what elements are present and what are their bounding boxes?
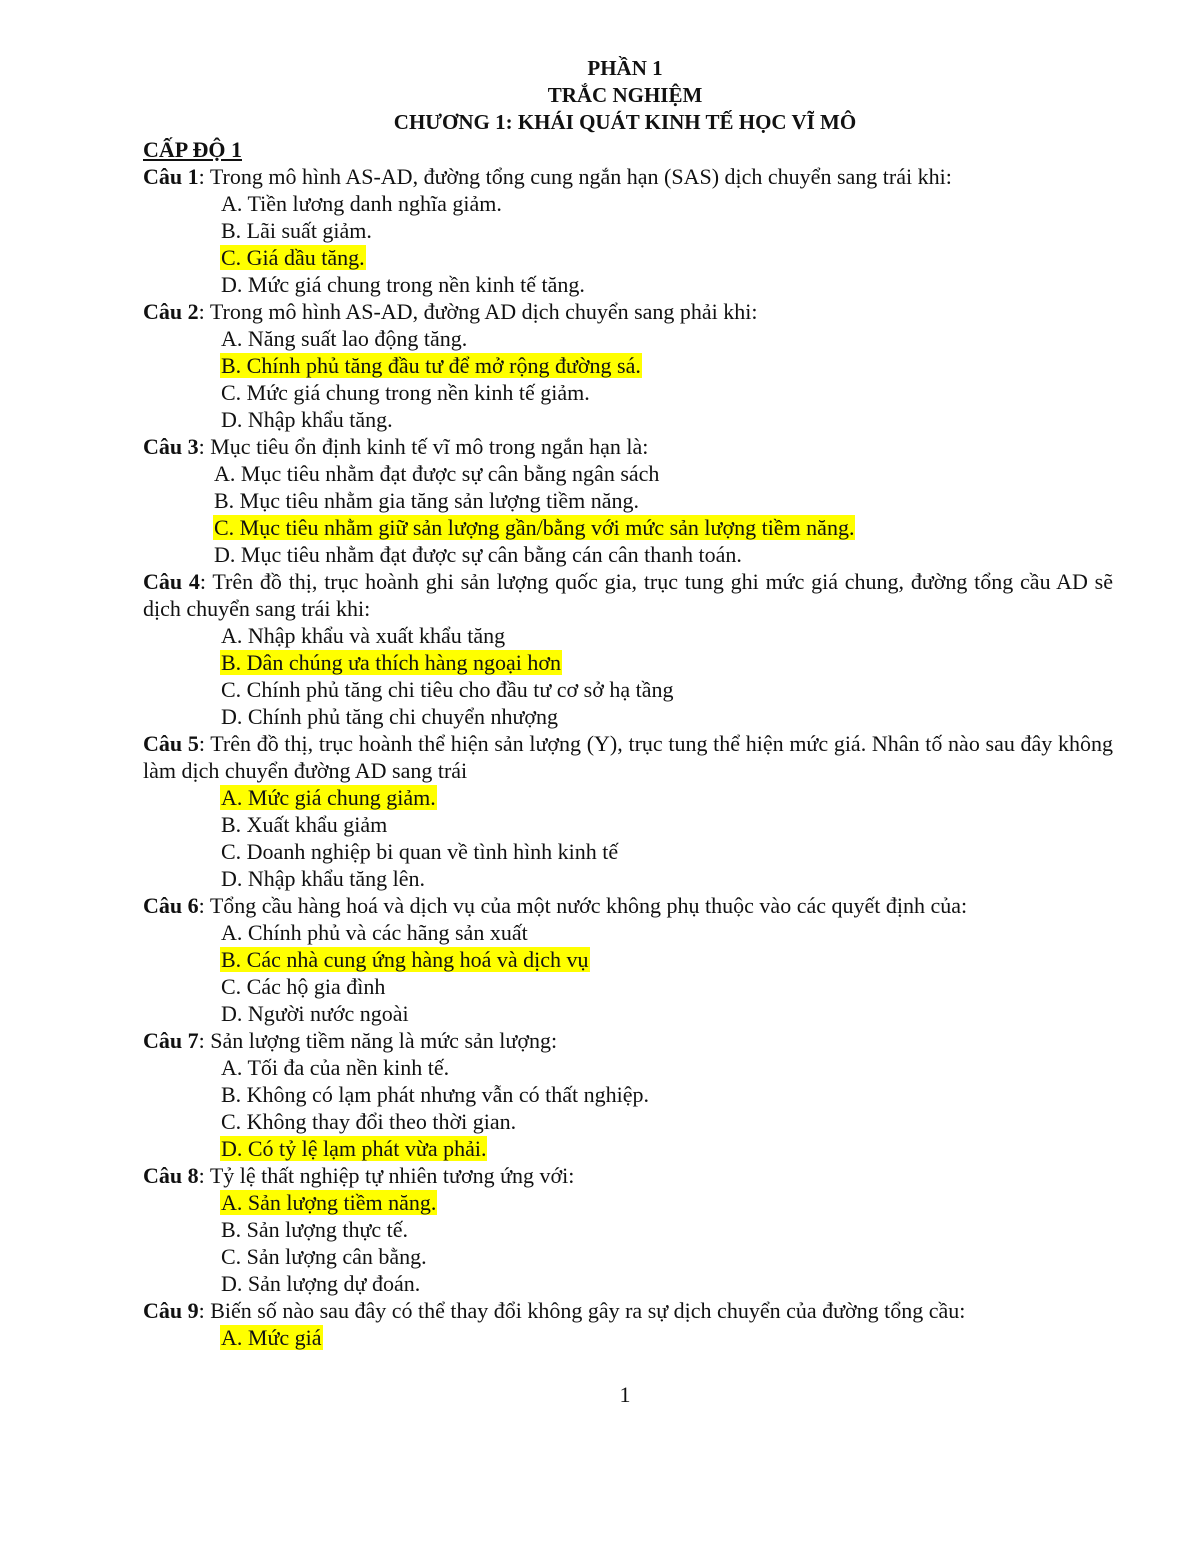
option-text: C. Các hộ gia đình bbox=[221, 974, 386, 999]
answer-option bbox=[220, 1243, 1200, 1270]
option-text: D. Mức giá chung trong nền kinh tế tăng. bbox=[221, 272, 585, 297]
answer-option bbox=[220, 622, 1200, 649]
answer-option bbox=[220, 919, 1200, 946]
question-label: Câu 7 bbox=[143, 1028, 199, 1053]
question-text: : Biến số nào sau đây có thể thay đổi không gây ra sự dịch chuyển của đường tổng cầu: bbox=[198, 1298, 966, 1323]
option-text: A. Mục tiêu nhằm đạt được sự cân bằng ngân sách bbox=[214, 461, 660, 486]
option-text: C. Mức giá chung trong nền kinh tế giảm. bbox=[221, 380, 590, 405]
option-text: A. Mức giá chung giảm. bbox=[221, 785, 436, 810]
option-text: B. Lãi suất giảm. bbox=[221, 218, 372, 243]
question-5 bbox=[143, 730, 1113, 784]
answer-option bbox=[220, 271, 1200, 298]
question-text: : Trong mô hình AS-AD, đường tổng cung ngắn hạn (SAS) dịch chuyển sang trái khi: bbox=[198, 164, 952, 189]
answer-option bbox=[220, 1081, 1200, 1108]
answer-option bbox=[213, 460, 1200, 487]
question-label: Câu 1 bbox=[143, 164, 199, 189]
section-title: TRẮC NGHIỆM bbox=[547, 83, 703, 107]
question-6 bbox=[143, 892, 1113, 919]
option-text: D. Nhập khẩu tăng lên. bbox=[221, 866, 426, 891]
answer-option-correct bbox=[220, 784, 1200, 811]
answer-option bbox=[220, 406, 1200, 433]
question-9 bbox=[143, 1297, 1113, 1324]
question-label: Câu 4 bbox=[143, 569, 200, 594]
option-text: D. Chính phủ tăng chi chuyển nhượng bbox=[221, 704, 559, 729]
page-number: 1 bbox=[619, 1382, 631, 1407]
level-heading: CẤP ĐỘ 1 bbox=[143, 137, 242, 162]
question-text: : Tỷ lệ thất nghiệp tự nhiên tương ứng với: bbox=[198, 1163, 575, 1188]
answer-option bbox=[220, 325, 1200, 352]
option-text: A. Tối đa của nền kinh tế. bbox=[221, 1055, 450, 1080]
option-text: B. Sản lượng thực tế. bbox=[221, 1217, 409, 1242]
option-text: D. Người nước ngoài bbox=[221, 1001, 409, 1026]
question-text: : Sản lượng tiềm năng là mức sản lượng: bbox=[198, 1028, 558, 1053]
option-text: A. Năng suất lao động tăng. bbox=[221, 326, 468, 351]
option-text: B. Mục tiêu nhằm gia tăng sản lượng tiềm năng. bbox=[214, 488, 639, 513]
question-7 bbox=[143, 1027, 1113, 1054]
chapter-title: CHƯƠNG 1: KHÁI QUÁT KINH TẾ HỌC VĨ MÔ bbox=[393, 110, 857, 134]
question-label: Câu 5 bbox=[143, 731, 199, 756]
option-text: C. Mục tiêu nhằm giữ sản lượng gần/bằng với mức sản lượng tiềm năng. bbox=[214, 515, 855, 540]
answer-option bbox=[220, 379, 1200, 406]
question-1 bbox=[143, 163, 1113, 190]
option-text: C. Chính phủ tăng chi tiêu cho đầu tư cơ sở hạ tầng bbox=[221, 677, 674, 702]
option-text: D. Mục tiêu nhằm đạt được sự cân bằng cán cân thanh toán. bbox=[214, 542, 742, 567]
answer-option-correct bbox=[220, 1189, 1200, 1216]
question-label: Câu 3 bbox=[143, 434, 199, 459]
answer-option bbox=[220, 1000, 1200, 1027]
answer-option-correct bbox=[213, 514, 1200, 541]
answer-option bbox=[213, 487, 1200, 514]
option-text: B. Chính phủ tăng đầu tư để mở rộng đường sá. bbox=[221, 353, 641, 378]
answer-option bbox=[220, 838, 1200, 865]
option-text: D. Có tỷ lệ lạm phát vừa phải. bbox=[221, 1136, 487, 1161]
question-text: : Tổng cầu hàng hoá và dịch vụ của một nước không phụ thuộc vào các quyết định của: bbox=[198, 893, 968, 918]
question-list bbox=[0, 136, 1200, 1351]
answer-option bbox=[220, 1108, 1200, 1135]
question-label: Câu 8 bbox=[143, 1163, 199, 1188]
option-text: D. Sản lượng dự đoán. bbox=[221, 1271, 421, 1296]
option-text: A. Chính phủ và các hãng sản xuất bbox=[221, 920, 528, 945]
option-text: B. Không có lạm phát nhưng vẫn có thất nghiệp. bbox=[221, 1082, 650, 1107]
answer-option bbox=[220, 190, 1200, 217]
option-text: D. Nhập khẩu tăng. bbox=[221, 407, 393, 432]
answer-option bbox=[220, 676, 1200, 703]
answer-option-correct bbox=[220, 244, 1200, 271]
question-text: : Mục tiêu ổn định kinh tế vĩ mô trong ngắn hạn là: bbox=[198, 434, 649, 459]
answer-option bbox=[220, 865, 1200, 892]
option-text: A. Tiền lương danh nghĩa giảm. bbox=[221, 191, 502, 216]
option-text: A. Sản lượng tiềm năng. bbox=[221, 1190, 437, 1215]
answer-option bbox=[220, 1216, 1200, 1243]
answer-option bbox=[220, 811, 1200, 838]
answer-option bbox=[220, 973, 1200, 1000]
option-text: C. Sản lượng cân bằng. bbox=[221, 1244, 427, 1269]
answer-option-correct bbox=[220, 352, 1200, 379]
part-title: PHẦN 1 bbox=[587, 56, 663, 80]
answer-option-correct bbox=[220, 649, 1200, 676]
question-label: Câu 9 bbox=[143, 1298, 199, 1323]
question-label: Câu 2 bbox=[143, 299, 199, 324]
answer-option bbox=[213, 541, 1200, 568]
option-text: A. Mức giá bbox=[221, 1325, 322, 1350]
question-2 bbox=[143, 298, 1113, 325]
answer-option bbox=[220, 1054, 1200, 1081]
answer-option bbox=[220, 703, 1200, 730]
option-text: B. Các nhà cung ứng hàng hoá và dịch vụ bbox=[221, 947, 589, 972]
option-text: C. Giá dầu tăng. bbox=[221, 245, 365, 270]
answer-option-correct bbox=[220, 1324, 1200, 1351]
question-4 bbox=[143, 568, 1113, 622]
answer-option bbox=[220, 217, 1200, 244]
question-3 bbox=[143, 433, 1113, 460]
answer-option-correct bbox=[220, 1135, 1200, 1162]
question-8 bbox=[143, 1162, 1113, 1189]
option-text: B. Dân chúng ưa thích hàng ngoại hơn bbox=[221, 650, 562, 675]
question-text: : Trên đồ thị, trục hoành ghi sản lượng quốc gia, trục tung ghi mức giá chung, đường tổng cầu AD sẽ dịch chuyển sang trái khi: bbox=[143, 569, 1114, 621]
question-label: Câu 6 bbox=[143, 893, 199, 918]
question-text: : Trên đồ thị, trục hoành thể hiện sản lượng (Y), trục tung thể hiện mức giá. Nhân tố nào sau đây không làm dịch chuyển đường AD sang trái bbox=[143, 731, 1113, 783]
option-text: C. Doanh nghiệp bi quan về tình hình kinh tế bbox=[221, 839, 619, 864]
answer-option bbox=[220, 1270, 1200, 1297]
option-text: B. Xuất khẩu giảm bbox=[221, 812, 388, 837]
answer-option-correct bbox=[220, 946, 1200, 973]
option-text: C. Không thay đổi theo thời gian. bbox=[221, 1109, 517, 1134]
question-text: : Trong mô hình AS-AD, đường AD dịch chuyển sang phải khi: bbox=[198, 299, 758, 324]
option-text: A. Nhập khẩu và xuất khẩu tăng bbox=[221, 623, 506, 648]
